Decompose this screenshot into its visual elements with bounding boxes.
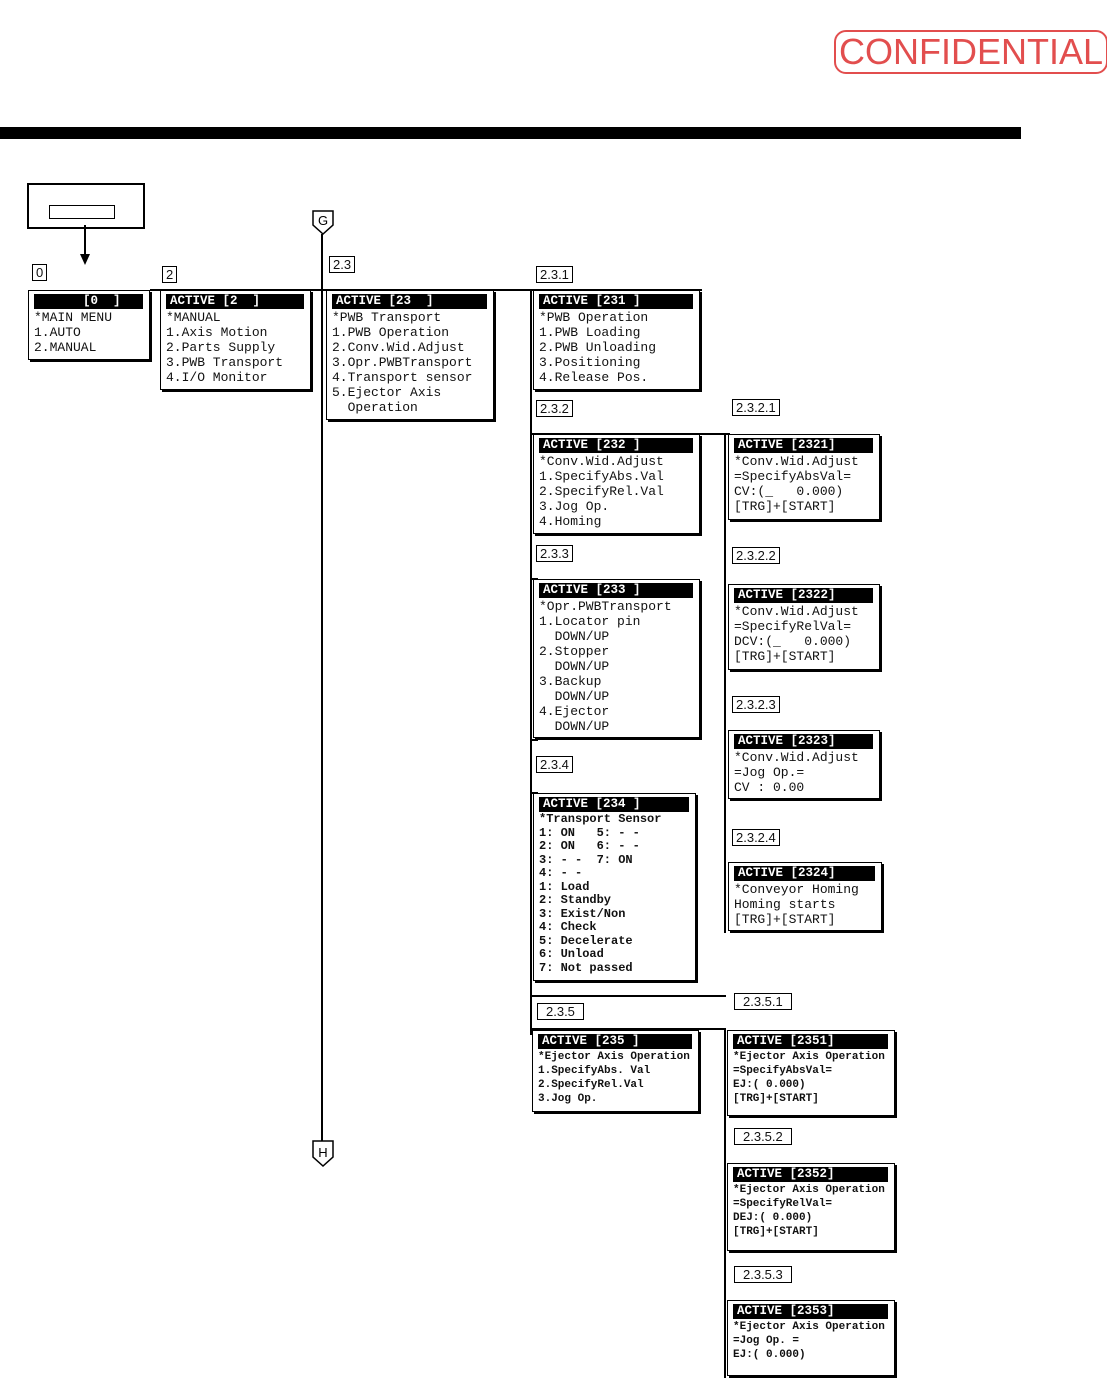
screen-line: =SpecifyAbsVal= — [733, 1065, 833, 1077]
screen-header: ACTIVE [2322] — [734, 588, 873, 603]
screen-232 — [533, 434, 700, 534]
screen-line: *Ejector Axis Operation — [733, 1184, 885, 1196]
section-label: 2.3 — [329, 256, 355, 273]
screen-2321 — [728, 434, 880, 520]
screen-line: 5.Ejector Axis — [332, 385, 442, 400]
section-label: 2.3.2 — [536, 400, 573, 417]
screen-line: 2.MANUAL — [34, 340, 97, 355]
screen-23 — [326, 290, 494, 420]
screen-2 — [160, 290, 311, 390]
screen-line: *MAIN MENU — [34, 310, 113, 325]
tree-line — [724, 1028, 726, 1378]
screen-line: 7: Not passed — [539, 960, 633, 975]
screen-line: *Conv.Wid.Adjust — [734, 454, 859, 469]
screen-line: 2.Parts Supply — [166, 340, 276, 355]
screen-line: [TRG]+[START] — [734, 499, 836, 514]
connector-h-icon — [312, 1140, 334, 1168]
tree-line — [321, 234, 323, 1142]
screen-line: 2.SpecifyRel.Val — [539, 484, 664, 499]
section-label: 2.3.5.3 — [734, 1266, 792, 1283]
screen-line: 3.Opr.PWBTransport — [332, 355, 473, 370]
screen-0 — [28, 290, 150, 360]
screen-234 — [533, 793, 696, 981]
screen-header: ACTIVE [2323] — [734, 734, 873, 749]
screen-line: [TRG]+[START] — [734, 912, 836, 927]
screen-line: 4: Check — [539, 920, 597, 934]
screen-line: 1: ON 5: - - — [539, 825, 640, 840]
screen-line: 4.Transport sensor — [332, 370, 473, 385]
screen-line: *Conv.Wid.Adjust — [539, 454, 664, 469]
section-label: 2.3.4 — [536, 756, 573, 773]
screen-2353 — [727, 1300, 895, 1376]
section-label: 2.3.5.1 — [734, 993, 792, 1010]
screen-2352 — [727, 1163, 895, 1251]
screen-2324 — [728, 862, 882, 931]
screen-line: EJ:( 0.000) — [733, 1079, 806, 1091]
section-label: 2.3.2.1 — [732, 399, 780, 416]
section-label: 0 — [32, 264, 47, 281]
svg-text:G: G — [317, 213, 329, 228]
screen-231 — [533, 290, 700, 390]
screen-line: *Transport Sensor — [539, 812, 662, 826]
screen-line: 2.PWB Unloading — [539, 340, 657, 355]
screen-line: DOWN/UP — [539, 689, 610, 704]
screen-line: *Conv.Wid.Adjust — [734, 750, 859, 765]
screen-line: DOWN/UP — [539, 659, 610, 674]
screen-line: *Conveyor Homing — [734, 882, 859, 897]
connector-g-icon — [312, 210, 334, 236]
screen-line: *MANUAL — [166, 310, 221, 325]
screen-line: 4.Homing — [539, 514, 602, 529]
section-label: 2.3.2.3 — [732, 696, 780, 713]
screen-line: 3: - - 7: ON — [539, 852, 633, 867]
screen-line: =SpecifyRelVal= — [734, 619, 852, 634]
screen-header: ACTIVE [234 ] — [539, 797, 689, 812]
screen-line: *Ejector Axis Operation — [733, 1321, 885, 1333]
screen-2322 — [728, 584, 880, 670]
screen-line: =SpecifyAbsVal= — [734, 469, 852, 484]
screen-header: [0 ] — [34, 294, 143, 309]
screen-header: ACTIVE [2353] — [733, 1304, 888, 1319]
screen-line: DEJ:( 0.000) — [733, 1212, 813, 1224]
section-label: 2.3.1 — [536, 266, 573, 283]
section-label: 2.3.2.4 — [732, 829, 780, 846]
screen-line: 2.Stopper — [539, 644, 610, 659]
screen-line: *Opr.PWBTransport — [539, 599, 672, 614]
screen-line: *PWB Operation — [539, 310, 649, 325]
screen-line: 3.PWB Transport — [166, 355, 284, 370]
screen-line: 2.Conv.Wid.Adjust — [332, 340, 465, 355]
arrow-down-icon — [80, 254, 90, 265]
key-box — [27, 183, 145, 229]
screen-line: 4.I/O Monitor — [166, 370, 268, 385]
screen-line: =SpecifyRelVal= — [733, 1198, 833, 1210]
screen-line: 1.Locator pin — [539, 614, 641, 629]
screen-header: ACTIVE [2324] — [734, 866, 875, 881]
section-label: 2.3.2.2 — [732, 547, 780, 564]
section-label: 2 — [162, 266, 177, 283]
screen-235 — [532, 1030, 699, 1112]
screen-line: 1: Load — [539, 879, 590, 894]
tree-line — [724, 433, 726, 933]
screen-line: EJ:( 0.000) — [733, 1349, 806, 1361]
screen-line: 3.Positioning — [539, 355, 641, 370]
screen-line: CV:(_ 0.000) — [734, 484, 844, 499]
screen-line: 6: Unload — [539, 947, 604, 961]
screen-header: ACTIVE [231 ] — [539, 294, 693, 309]
screen-header: ACTIVE [235 ] — [538, 1034, 692, 1049]
screen-header: ACTIVE [2351] — [733, 1034, 888, 1049]
screen-line: [TRG]+[START] — [734, 649, 836, 664]
screen-line: 2: Standby — [539, 893, 612, 907]
screen-line: 5: Decelerate — [539, 933, 633, 948]
screen-header: ACTIVE [2 ] — [166, 294, 304, 309]
screen-line: 1.PWB Loading — [539, 325, 641, 340]
screen-header: ACTIVE [23 ] — [332, 294, 487, 309]
screen-line: =Jog Op. = — [733, 1335, 800, 1347]
screen-line: 3.Jog Op. — [539, 499, 610, 514]
screen-line: 3.Jog Op. — [538, 1093, 598, 1105]
screen-line: 4: - - — [539, 866, 583, 880]
screen-line: 4.Release Pos. — [539, 370, 649, 385]
tree-line — [530, 995, 726, 997]
screen-2323 — [728, 730, 880, 799]
screen-line: [TRG]+[START] — [733, 1093, 819, 1105]
confidential-stamp: CONFIDENTIAL — [834, 30, 1107, 74]
header-rule — [0, 127, 1021, 139]
screen-line: Homing starts — [734, 897, 836, 912]
screen-header: ACTIVE [233 ] — [539, 583, 693, 598]
screen-line: 1.SpecifyAbs.Val — [539, 469, 664, 484]
screen-line: 1.SpecifyAbs. Val — [538, 1065, 651, 1077]
screen-line: 3: Exist/Non — [539, 906, 626, 921]
tree-line — [530, 289, 532, 1035]
screen-2351 — [727, 1030, 895, 1116]
screen-line: [TRG]+[START] — [733, 1226, 819, 1238]
screen-line: 4.Ejector — [539, 704, 610, 719]
screen-line: 2.SpecifyRel.Val — [538, 1079, 644, 1091]
screen-line: 1.Axis Motion — [166, 325, 268, 340]
screen-line: 1.AUTO — [34, 325, 81, 340]
section-label: 2.3.5.2 — [734, 1128, 792, 1145]
screen-line: =Jog Op.= — [734, 765, 805, 780]
screen-line: 3.Backup — [539, 674, 602, 689]
screen-line: *PWB Transport — [332, 310, 442, 325]
screen-header: ACTIVE [2352] — [733, 1167, 888, 1182]
section-label: 2.3.3 — [536, 545, 573, 562]
key-box-slot — [49, 205, 115, 219]
screen-header: ACTIVE [2321] — [734, 438, 873, 453]
screen-line: *Conv.Wid.Adjust — [734, 604, 859, 619]
screen-line: DOWN/UP — [539, 629, 610, 644]
screen-line: *Ejector Axis Operation — [538, 1051, 690, 1063]
screen-line: Operation — [332, 400, 418, 415]
screen-line: DCV:(_ 0.000) — [734, 634, 852, 649]
tree-line — [530, 739, 538, 741]
screen-line: CV : 0.00 — [734, 780, 805, 795]
screen-line: 2: ON 6: - - — [539, 839, 640, 853]
screen-header: ACTIVE [232 ] — [539, 438, 693, 453]
svg-text:H: H — [318, 1145, 328, 1160]
section-label: 2.3.5 — [537, 1003, 584, 1020]
screen-line: DOWN/UP — [539, 719, 610, 734]
screen-233 — [533, 579, 700, 738]
arrow-line — [84, 225, 86, 255]
screen-line: *Ejector Axis Operation — [733, 1051, 885, 1063]
screen-line: 1.PWB Operation — [332, 325, 450, 340]
